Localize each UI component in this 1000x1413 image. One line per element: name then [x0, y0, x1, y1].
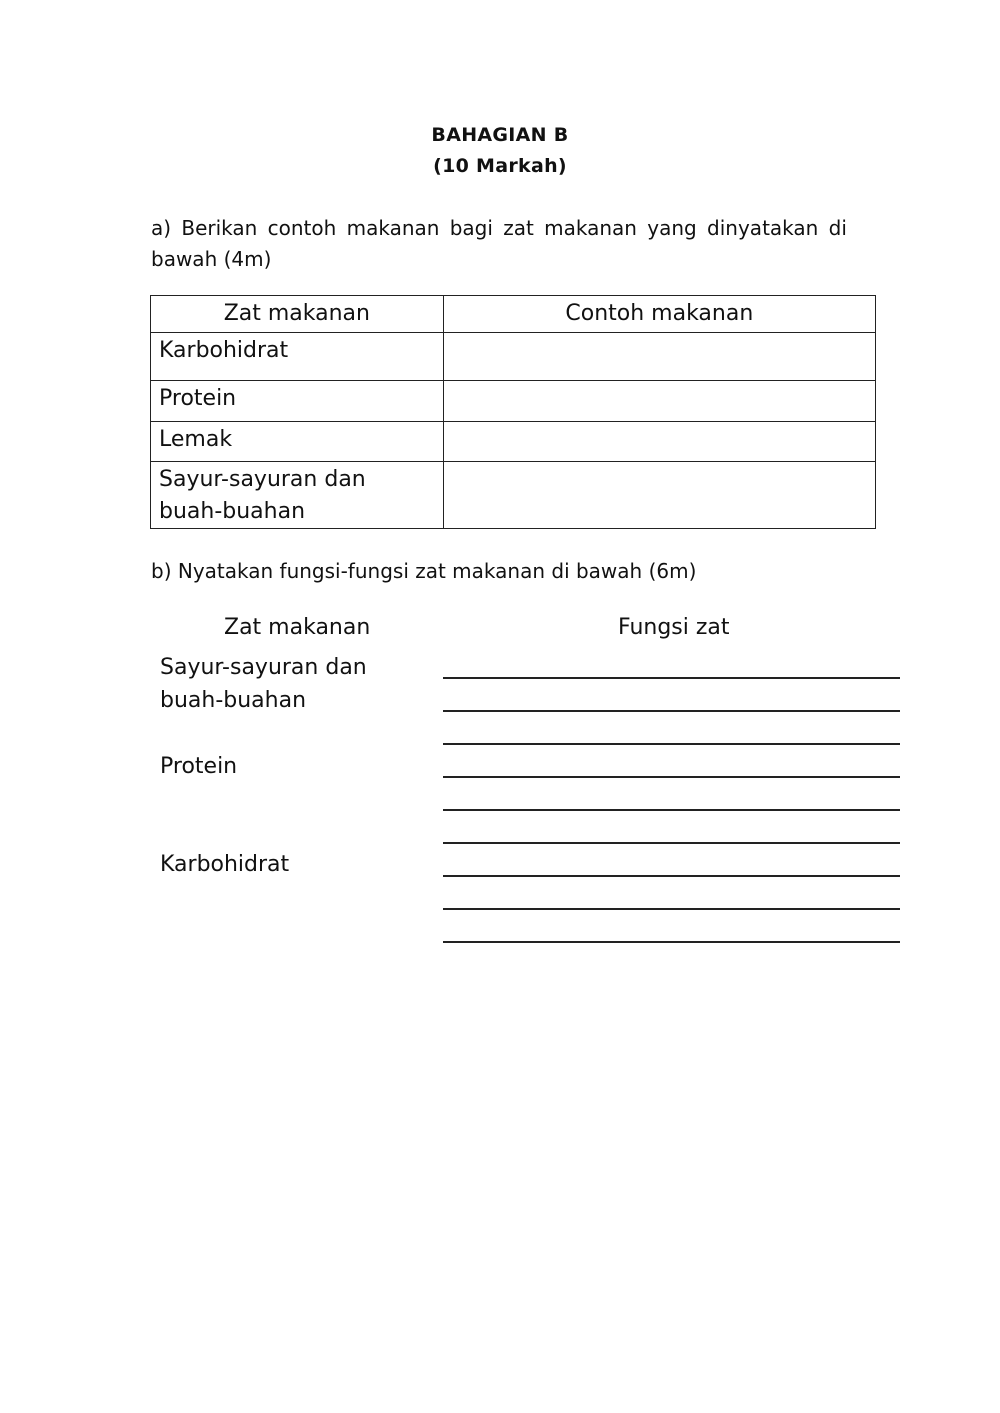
part-b-label-carbohydrate: Karbohidrat: [160, 852, 290, 877]
section-title: BAHAGIAN B: [431, 124, 569, 146]
part-b-header-function: Fungsi zat: [618, 615, 730, 640]
table-row: [151, 422, 876, 462]
answer-line[interactable]: [443, 842, 900, 844]
table-row: [151, 333, 876, 381]
example-answer-cell[interactable]: [443, 462, 875, 529]
nutrient-example-table: [150, 295, 876, 529]
answer-line[interactable]: [443, 875, 900, 877]
part-b-header-nutrient: Zat makanan: [224, 615, 371, 640]
answer-line[interactable]: [443, 776, 900, 778]
answer-line[interactable]: [443, 908, 900, 910]
table-header-example: Contoh makanan: [443, 296, 875, 333]
answer-line[interactable]: [443, 710, 900, 712]
nutrient-cell: Sayur-sayuran dan buah-buahan: [151, 462, 444, 529]
nutrient-cell: Protein: [151, 381, 444, 422]
example-answer-cell[interactable]: [443, 333, 875, 381]
part-b-label-protein: Protein: [160, 754, 238, 779]
answer-line[interactable]: [443, 677, 900, 679]
question-a: [151, 213, 847, 275]
example-answer-cell[interactable]: [443, 422, 875, 462]
example-answer-cell[interactable]: [443, 381, 875, 422]
part-b-label-vegetables: Sayur-sayuran dan buah-buahan: [160, 655, 367, 713]
question-a-line1: a) Berikan contoh makanan bagi zat makanan yang dinyatakan di: [151, 216, 847, 240]
nutrient-cell: Karbohidrat: [151, 333, 444, 381]
answer-line[interactable]: [443, 743, 900, 745]
question-b: b) Nyatakan fungsi-fungsi zat makanan di bawah (6m): [151, 559, 697, 583]
question-a-line2: bawah (4m): [151, 247, 272, 271]
table-header-nutrient: Zat makanan: [151, 296, 444, 333]
nutrient-cell: Lemak: [151, 422, 444, 462]
table-header-row: [151, 296, 876, 333]
answer-line[interactable]: [443, 941, 900, 943]
marks-label: (10 Markah): [433, 155, 567, 177]
table-row: [151, 462, 876, 529]
answer-line[interactable]: [443, 809, 900, 811]
table-row: [151, 381, 876, 422]
